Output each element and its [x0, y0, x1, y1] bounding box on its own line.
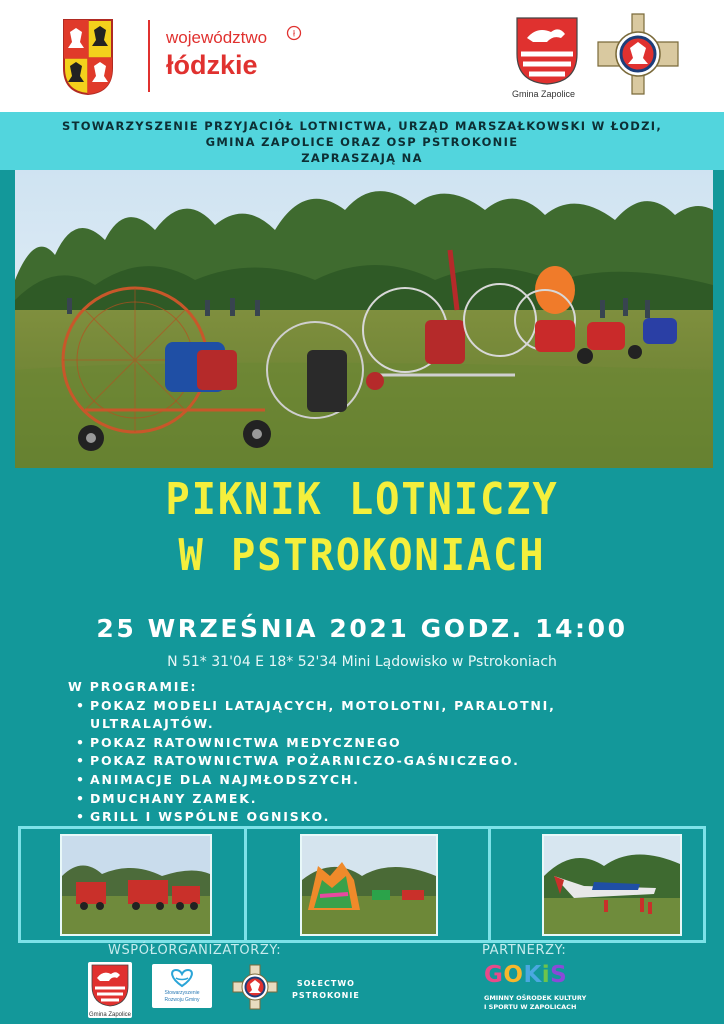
photo-strip-top-rule: [18, 826, 706, 829]
paramotors-photo-illustration: [15, 170, 713, 468]
gmina-logo-caption: Gmina Zapolice: [512, 89, 576, 99]
thumbnail-airplane: [542, 834, 682, 936]
program-heading: W PROGRAMIE:: [68, 679, 198, 694]
airplane-photo-illustration: [544, 836, 680, 934]
program-item: • GRILL I WSPÓLNE OGNISKO.: [76, 808, 668, 827]
coorganizers-label: WSPÓŁORGANIZATORZY:: [108, 943, 282, 958]
fire-brigade-cross-icon: [596, 12, 680, 96]
event-title-line-1: PIKNIK LOTNICZY: [165, 474, 559, 525]
program-item: • ANIMACJE DLA NAJMŁODSZYCH.: [76, 771, 668, 790]
program-item: • POKAZ RATOWNICTWA MEDYCZNEGO: [76, 734, 668, 753]
event-location: N 51* 31'04 E 18* 52'34 Mini Lądowisko w Pstrokoniach: [167, 654, 557, 670]
event-title: [29, 472, 695, 584]
partners-label: PARTNERZY:: [482, 943, 567, 958]
solectwo-line-1: SOŁECTWO: [296, 979, 355, 988]
organizers-banner: [0, 112, 724, 170]
program-item: • POKAZ RATOWNICTWA POŻARNICZO-GAŚNICZEGO.: [76, 752, 668, 771]
sydo-line-1: Stowarzyszenie: [164, 990, 200, 996]
fire-trucks-photo-illustration: [62, 836, 210, 934]
gokis-wordmark: GOKiS: [484, 962, 568, 988]
program-item: • DMUCHANY ZAMEK.: [76, 790, 668, 809]
event-date: 25 WRZEŚNIA 2021 GODZ. 14:00: [96, 614, 628, 643]
gmina-zapolice-logo: [88, 962, 132, 1018]
banner-line-3: ZAPRASZAJĄ NA: [301, 151, 423, 165]
photo-strip-divider-2: [488, 826, 491, 943]
banner-line-1: STOWARZYSZENIE PRZYJACIÓŁ LOTNICTWA, URZĄD MARSZAŁKOWSKI W ŁODZI,: [61, 119, 662, 133]
header: [0, 0, 724, 112]
sydo-logo: [152, 964, 212, 1008]
photo-strip-right-rule: [703, 826, 706, 943]
bouncy-castle-photo-illustration: [302, 836, 436, 934]
solectwo-line-2: PSTROKONIE: [292, 991, 360, 1000]
program-list: [68, 697, 668, 827]
solectwo-label: [292, 978, 360, 1002]
gokis-line-2: I SPORTU W ZAPOLICACH: [484, 1003, 577, 1011]
svg-text:ł: ł: [293, 28, 295, 39]
thumbnail-fire-trucks: [60, 834, 212, 936]
sydo-line-2: Rozwoju Gminy: [164, 997, 200, 1003]
gokis-logo: [482, 962, 587, 1022]
banner-line-2: GMINA ZAPOLICE ORAZ OSP PSTROKONIE: [205, 135, 519, 149]
photo-strip-left-rule: [18, 826, 21, 943]
solectwo-cross-icon: [232, 964, 278, 1010]
thumbnail-bouncy-castle: [300, 834, 438, 936]
region-name-line1: województwo: [166, 28, 268, 47]
event-title-line-2: W PSTROKONIACH: [178, 530, 546, 581]
gokis-line-1: GMINNY OŚRODEK KULTURY: [484, 994, 587, 1002]
photo-strip-divider-1: [244, 826, 247, 943]
program-item: • POKAZ MODELI LATAJĄCYCH, MOTOLOTNI, PARALOTNI, ULTRALAJTÓW.: [76, 697, 668, 734]
event-photo: [15, 170, 713, 468]
lodzkie-coat-of-arms-icon: [62, 18, 114, 96]
heart-icon: [168, 968, 196, 988]
gmina-zapolice-small-coat-of-arms-icon: [88, 962, 132, 1008]
region-name-line2: łódzkie: [166, 50, 258, 80]
program-section: [68, 678, 668, 827]
lodz-circle-icon: [286, 25, 302, 41]
gmina-zapolice-coat-of-arms-icon: [515, 16, 579, 86]
gmina-footer-caption: Gmina Zapolice: [88, 1012, 132, 1018]
header-divider: [148, 20, 150, 92]
